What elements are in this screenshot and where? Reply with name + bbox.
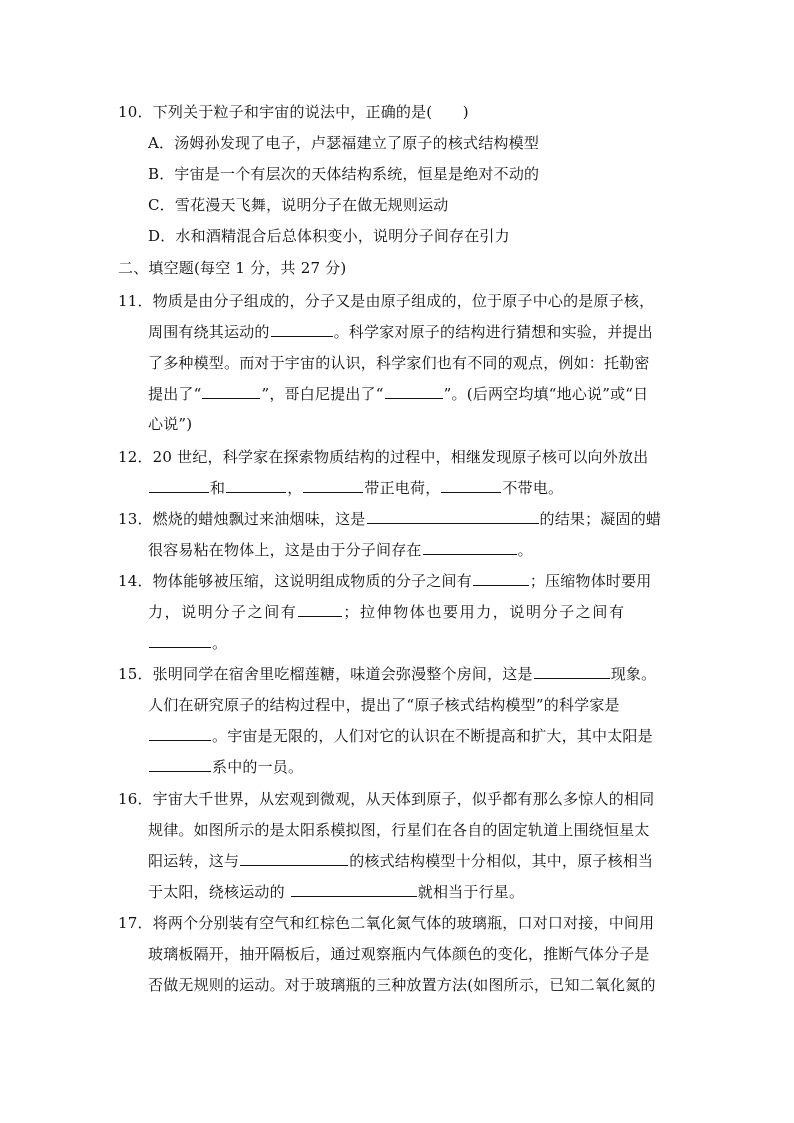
q15-text: 15．张明同学在宿舍里吃榴莲糖，味道会弥漫整个房间，这是 [118,665,533,683]
q14-line-3 [148,633,227,653]
q16-text: 的核式结构模型十分相似，其中，原子核相当 [349,852,654,870]
q11-text: ”。(后两空均填“地心说”或“日 [443,385,649,403]
q13-text: 的结果；凝固的蜡 [539,510,662,528]
q14-line-2 [148,602,626,622]
q11-line-5: 心说”) [148,415,193,433]
q13-line-2 [148,540,533,560]
q13-text: 很容易粘在物体上，这是由于分子间存在 [148,541,422,559]
q15-line-2: 人们在研究原子的结构过程中，提出了“原子核式结构模型”的科学家是 [148,696,620,714]
q17-line-2: 玻璃板隔开，抽开隔板后，通过观察瓶内气体颜色的变化，推断气体分子是 [148,945,650,963]
q15-text: 。宇宙是无限的，人们对它的认识在不断提高和扩大，其中太阳是 [212,727,653,745]
q17-line-3: 否做无规则的运动。对于玻璃瓶的三种放置方法(如图所示，已知二氧化氮的 [148,976,656,994]
answer-blank[interactable] [367,509,539,524]
answer-blank[interactable] [473,571,529,586]
q12-text: 和 [210,479,226,497]
answer-blank[interactable] [271,322,333,337]
answer-blank[interactable] [149,633,211,648]
answer-blank[interactable] [226,478,286,493]
answer-blank[interactable] [149,757,211,772]
answer-blank[interactable] [385,384,443,399]
q12-text: 不带电。 [502,479,564,497]
q12-line-2 [148,478,563,498]
q13-text: 13．燃烧的蜡烛飘过来油烟味，这是 [118,510,366,528]
q14-text: ；拉伸物体也要用力，说明分子之间有 [343,603,626,621]
q11-text: ”，哥白尼提出了“ [261,385,384,403]
answer-blank[interactable] [423,540,517,555]
q16-line-1: 16．宇宙大千世界，从宏观到微观，从天体到原子，似乎都有那么多惊人的相同 [118,790,655,808]
q14-line-1 [118,571,652,591]
q15-line-3 [148,726,653,746]
q11-line-2 [148,322,653,342]
q14-text: ；压缩物体时要用 [529,572,652,590]
q13-text: 。 [517,541,533,559]
q14-text: 。 [212,634,228,652]
answer-blank[interactable] [291,882,417,897]
q15-text: 现象。 [610,665,657,683]
q11-text: 。科学家对原子的结构进行猜想和实验，并提出 [333,323,653,341]
q11-text: 提出了“ [148,385,202,403]
q10-option-a: A．汤姆孙发现了电子，卢瑟福建立了原子的核式结构模型 [148,134,540,152]
q16-text: 于太阳，绕核运动的 [148,883,290,901]
answer-blank[interactable] [240,851,348,866]
q16-text: 就相当于行星。 [417,883,525,901]
q14-text: 14．物体能够被压缩，这说明组成物质的分子之间有 [118,572,472,590]
q10-stem: 10．下列关于粒子和宇宙的说法中，正确的是( ) [118,103,469,121]
q10-option-c: C．雪花漫天飞舞，说明分子在做无规则运动 [148,196,449,214]
q12-text: ， [287,479,303,497]
q17-line-1: 17．将两个分别装有空气和红棕色二氧化氮气体的玻璃瓶，口对口对接，中间用 [118,914,655,932]
answer-blank[interactable] [303,478,363,493]
q10-option-b: B．宇宙是一个有层次的天体结构系统，恒星是绝对不动的 [148,165,540,183]
section-title: 二、填空题(每空 1 分，共 27 分) [118,259,347,277]
answer-blank[interactable] [441,478,501,493]
answer-blank[interactable] [202,384,260,399]
q15-text: 系中的一员。 [212,758,304,776]
q15-line-1 [118,664,656,684]
answer-blank[interactable] [149,726,211,741]
q13-line-1 [118,509,661,529]
q16-line-4 [148,882,524,902]
answer-blank[interactable] [298,602,342,617]
q11-text: 周围有绕其运动的 [148,323,270,341]
q12-text: 带正电荷， [364,479,441,497]
q16-line-3 [148,851,653,871]
q16-text: 阳运转，这与 [148,852,240,870]
q11-line-3: 了多种模型。而对于宇宙的认识，科学家们也有不同的观点，例如：托勒密 [148,354,650,372]
q11-line-1: 11．物质是由分子组成的，分子又是由原子组成的，位于原子中心的是原子核， [118,292,655,310]
answer-blank[interactable] [534,664,610,679]
answer-blank[interactable] [149,478,209,493]
q16-line-2: 规律。如图所示的是太阳系模拟图，行星们在各自的固定轨道上围绕恒星太 [148,821,650,839]
q10-option-d: D．水和酒精混合后总体积变小，说明分子间存在引力 [148,227,510,245]
q14-text: 力，说明分子之间有 [148,603,298,621]
q15-line-4 [148,757,303,777]
q12-line-1: 12．20 世纪，科学家在探索物质结构的过程中，相继发现原子核可以向外放出 [118,448,649,466]
q11-line-4 [148,384,648,404]
